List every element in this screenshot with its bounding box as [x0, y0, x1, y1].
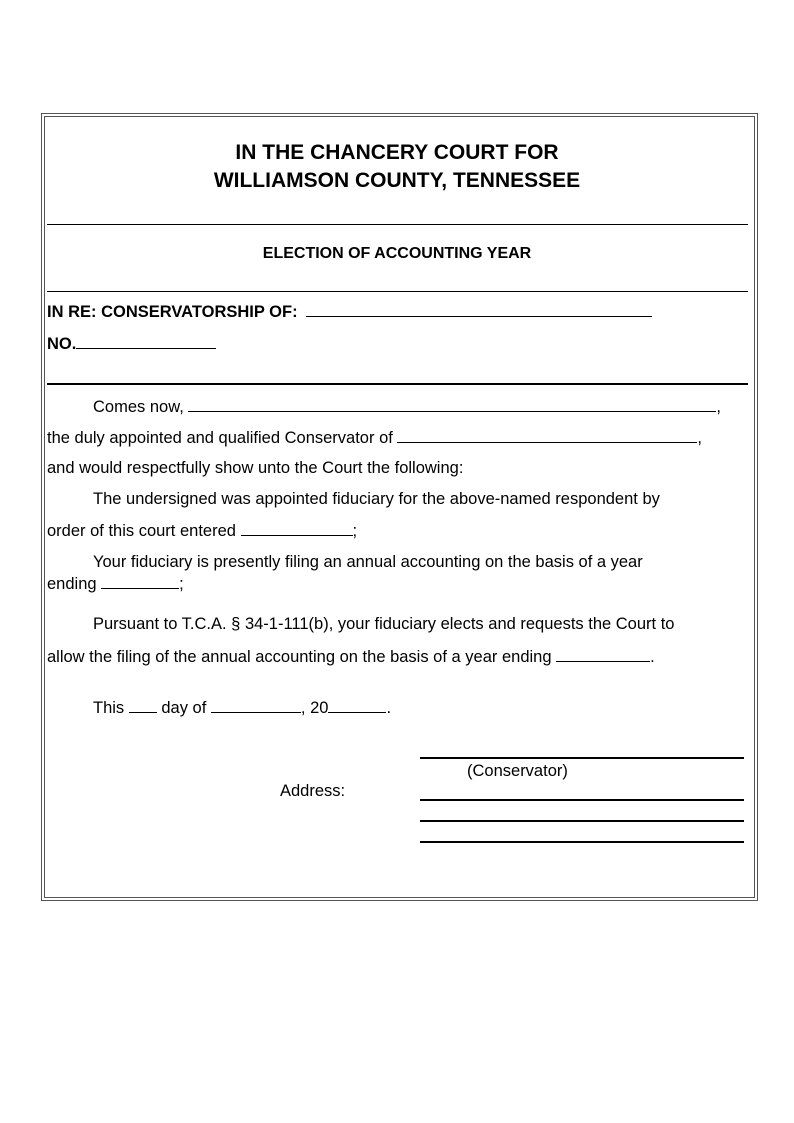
day-field[interactable]	[129, 697, 157, 713]
para4-line1: Pursuant to T.C.A. § 34-1-111(b), your fiduciary elects and requests the Court to	[93, 615, 675, 633]
address-line-2[interactable]	[420, 820, 744, 822]
in-re-label: IN RE: CONSERVATORSHIP OF:	[47, 303, 298, 321]
appointment-date-field[interactable]	[241, 520, 353, 536]
para4-line2: allow the filing of the annual accounting on the basis of a year ending .	[47, 648, 655, 666]
para3-line2: ending ;	[47, 575, 184, 593]
address-label: Address:	[280, 782, 346, 800]
in-re-caption	[47, 301, 652, 322]
conservator-of-line: the duly appointed and qualified Conservator of ,	[47, 429, 703, 447]
elected-year-end-field[interactable]	[556, 646, 650, 662]
form-title: ELECTION OF ACCOUNTING YEAR	[262, 245, 532, 262]
address-line-3[interactable]	[420, 841, 744, 843]
para2-line1: The undersigned was appointed fiduciary for the above-named respondent by	[93, 490, 660, 508]
divider-thick	[47, 383, 748, 385]
body-line3: and would respectfully show unto the Court the following:	[47, 459, 464, 477]
case-number-field[interactable]	[76, 333, 216, 349]
para2-line2: order of this court entered ;	[47, 522, 358, 540]
date-line: This day of , 20 .	[93, 699, 392, 717]
signature-line[interactable]	[420, 757, 744, 759]
address-line-1[interactable]	[420, 799, 744, 801]
conservator-label: (Conservator)	[467, 762, 568, 780]
conservator-name-field[interactable]	[188, 396, 716, 412]
divider	[47, 224, 748, 225]
year-field[interactable]	[328, 697, 386, 713]
no-label: NO.	[47, 335, 77, 353]
respondent-name-field[interactable]	[306, 301, 652, 317]
month-field[interactable]	[211, 697, 301, 713]
divider	[47, 291, 748, 292]
comes-now-line: Comes now, ,	[93, 398, 721, 416]
para3-line1: Your fiduciary is presently filing an annual accounting on the basis of a year	[93, 553, 643, 571]
ward-name-field[interactable]	[397, 427, 697, 443]
current-year-end-field[interactable]	[101, 573, 179, 589]
case-number	[47, 333, 216, 354]
court-title-line1: IN THE CHANCERY COURT FOR	[235, 141, 559, 164]
court-title-line2: WILLIAMSON COUNTY, TENNESSEE	[213, 169, 581, 192]
